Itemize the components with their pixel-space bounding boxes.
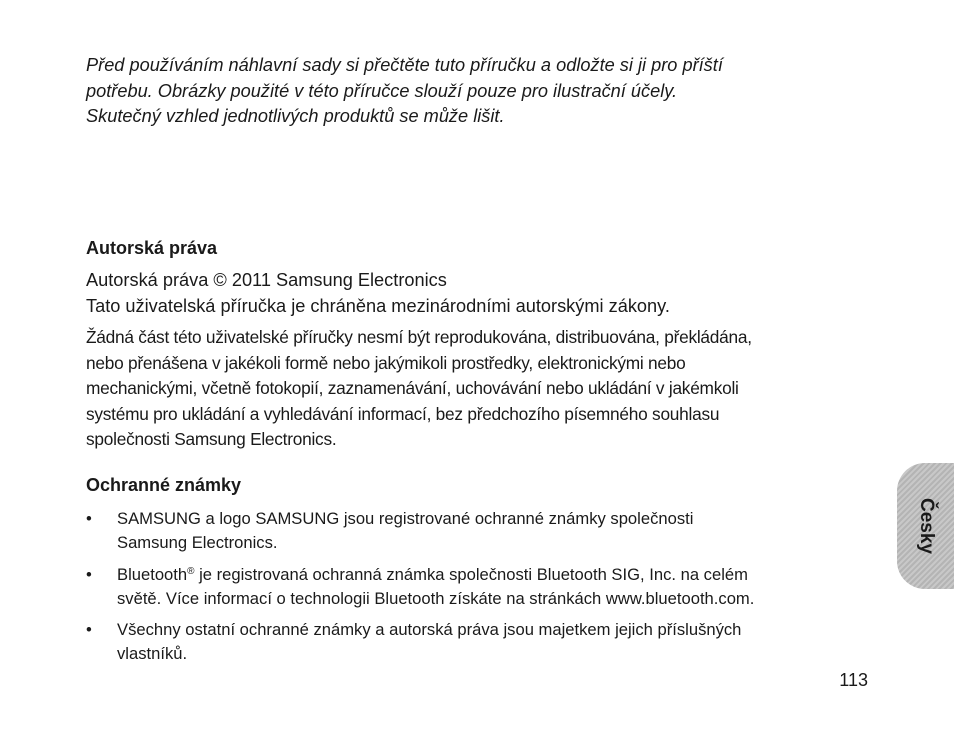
bullet-line: Všechny ostatní ochranné známky a autorská práva jsou majetkem jejich příslušných (117, 620, 742, 639)
bullet-icon: • (86, 565, 92, 584)
paragraph-line: nebo přenášena v jakékoli formě nebo jakýmikoli prostředky, elektronickými nebo (86, 352, 686, 373)
bullet-line: Samsung Electronics. (117, 532, 278, 552)
copyright-protection-line: Tato uživatelská příručka je chráněna mezinárodními autorskými zákony. (86, 296, 670, 316)
intro-line: Před používáním náhlavní sady si přečtěte tuto příručku a odložte si ji pro příští (86, 55, 723, 75)
language-side-tab (897, 463, 954, 589)
registered-mark: ® (187, 566, 195, 577)
list-item (86, 618, 876, 665)
paragraph-line: Žádná část této uživatelské příručky nesmí být reprodukována, distribuována, překládána, (86, 327, 752, 347)
paragraph-line: společnosti Samsung Electronics. (86, 429, 337, 450)
list-item (86, 507, 876, 554)
copyright-heading: Autorská práva (86, 238, 218, 258)
paragraph-line: systému pro ukládání a vyhledávání informací, bez předchozího písemného souhlasu (86, 403, 720, 424)
page-number: 113 (839, 670, 868, 690)
trademarks-list (86, 563, 876, 610)
bullet-line: vlastníků. (117, 643, 188, 663)
bluetooth-word: Bluetooth (117, 565, 188, 584)
copyright-paragraph (86, 325, 876, 453)
bullet-line: SAMSUNG a logo SAMSUNG jsou registrované ochranné známky společnosti (117, 509, 694, 528)
trademarks-list (86, 618, 876, 665)
intro-line: potřebu. Obrázky použité v této příručce slouží pouze pro ilustrační účely. (86, 80, 678, 101)
bullet-line: světě. Více informací o technologii Bluetooth získáte na stránkách www.bluetooth.com. (117, 588, 755, 608)
trademarks-list (86, 507, 876, 554)
bullet-line (117, 563, 876, 587)
bullet-icon: • (86, 509, 92, 528)
intro-note (86, 53, 866, 130)
language-tab-label: Česky (915, 498, 937, 554)
copyright-line: Autorská práva © 2011 Samsung Electronics (86, 270, 447, 290)
list-item (86, 563, 876, 610)
paragraph-line: mechanickými, včetně fotokopií, zaznamenávání, uchovávání nebo ukládání v jakémkoli (86, 378, 739, 399)
bullet-icon: • (86, 620, 92, 639)
intro-line: Skutečný vzhled jednotlivých produktů se může lišit. (86, 106, 505, 126)
trademarks-heading: Ochranné známky (86, 475, 242, 495)
bullet-text: je registrovaná ochranná známka společnosti Bluetooth SIG, Inc. na celém (194, 565, 748, 584)
